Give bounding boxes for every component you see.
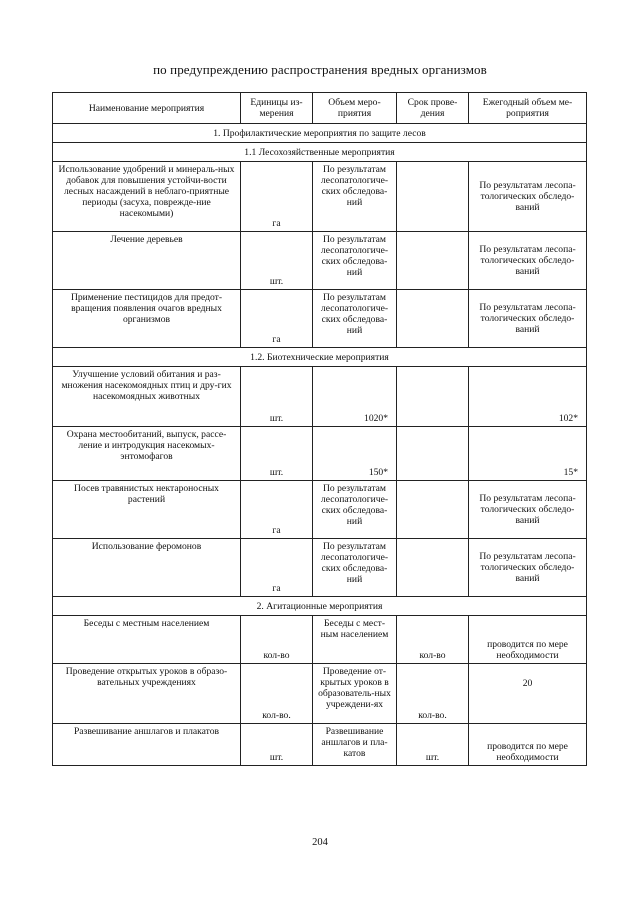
subsection-row [53,348,587,367]
row-term [397,427,469,481]
row-volume: Беседы с мест-ным населением [313,616,397,664]
table-row [53,162,587,232]
row-term [397,162,469,232]
row-annual: 15* [469,427,587,481]
section-title: 2. Агитационные мероприятия [53,597,587,616]
row-unit: шт. [241,367,313,427]
row-term [397,232,469,290]
row-annual: По результатам лесопа-тологических обследо-ваний [469,232,587,290]
row-annual: 102* [469,367,587,427]
row-term [397,539,469,597]
row-unit: шт. [241,427,313,481]
section-row [53,124,587,143]
row-name: Развешивание аншлагов и плакатов [53,724,241,766]
row-name: Лечение деревьев [53,232,241,290]
table-row [53,724,587,766]
table-row [53,367,587,427]
row-term [397,367,469,427]
row-unit: шт. [241,724,313,766]
column-header-name: Наименование мероприятия [53,93,241,124]
row-annual: По результатам лесопа-тологических обследо-ваний [469,162,587,232]
subsection-title: 1.2. Биотехнические мероприятия [53,348,587,367]
row-name: Беседы с местным населением [53,616,241,664]
row-term: шт. [397,724,469,766]
table-row [53,481,587,539]
table-row [53,616,587,664]
row-unit: кол-во [241,616,313,664]
row-annual: 20 [469,664,587,724]
row-annual: проводится по мере необходимости [469,616,587,664]
row-volume: 1020* [313,367,397,427]
row-unit: кол-во. [241,664,313,724]
row-unit: га [241,162,313,232]
table-header-row [53,93,587,124]
row-annual: По результатам лесопа-тологических обследо-ваний [469,290,587,348]
row-annual: проводится по мере необходимости [469,724,587,766]
row-volume: Проведение от-крытых уроков в образователь-ных учреждени-ях [313,664,397,724]
row-unit: га [241,539,313,597]
row-volume: По результатам лесопатологиче-ских обследова-ний [313,162,397,232]
section-title: 1. Профилактические мероприятия по защите лесов [53,124,587,143]
row-name: Улучшение условий обитания и раз-множения насекомоядных птиц и дру-гих насекомоядных животных [53,367,241,427]
row-term [397,481,469,539]
row-name: Использование удобрений и минераль-ных добавок для повышения устойчи-вости лесных насаждений в неблаго-приятные периоды (засуха, поврежде-ние насекомыми) [53,162,241,232]
row-term: кол-во [397,616,469,664]
measures-table [52,92,587,766]
row-volume: По результатам лесопатологиче-ских обследова-ний [313,539,397,597]
row-annual: По результатам лесопа-тологических обследо-ваний [469,539,587,597]
row-volume: По результатам лесопатологиче-ских обследова-ний [313,290,397,348]
column-header-volume: Объем меро-приятия [313,93,397,124]
row-unit: га [241,481,313,539]
row-name: Посев травянистых нектароносных растений [53,481,241,539]
row-unit: га [241,290,313,348]
row-volume: По результатам лесопатологиче-ских обследова-ний [313,481,397,539]
table-row [53,664,587,724]
row-name: Охрана местообитаний, выпуск, рассе-ление и интродукция насекомых-энтомофагов [53,427,241,481]
row-volume: Развешивание аншлагов и пла-катов [313,724,397,766]
subsection-title: 1.1 Лесохозяйственные мероприятия [53,143,587,162]
document-heading: по предупреждению распространения вредных организмов [153,62,487,77]
row-unit: шт. [241,232,313,290]
subsection-row [53,143,587,162]
row-term [397,290,469,348]
row-term: кол-во. [397,664,469,724]
row-volume: По результатам лесопатологиче-ских обследова-ний [313,232,397,290]
row-name: Применение пестицидов для предот-вращения появления очагов вредных организмов [53,290,241,348]
column-header-unit: Единицы из-мерения [241,93,313,124]
column-header-term: Срок прове-дения [397,93,469,124]
row-volume: 150* [313,427,397,481]
row-annual: По результатам лесопа-тологических обследо-ваний [469,481,587,539]
row-name: Использование феромонов [53,539,241,597]
table-row [53,427,587,481]
table-row [53,232,587,290]
column-header-annual: Ежегодный объем ме-роприятия [469,93,587,124]
table-row [53,539,587,597]
table-row [53,290,587,348]
section-row [53,597,587,616]
row-name: Проведение открытых уроков в образо-вательных учреждениях [53,664,241,724]
page-number: 204 [312,837,328,848]
